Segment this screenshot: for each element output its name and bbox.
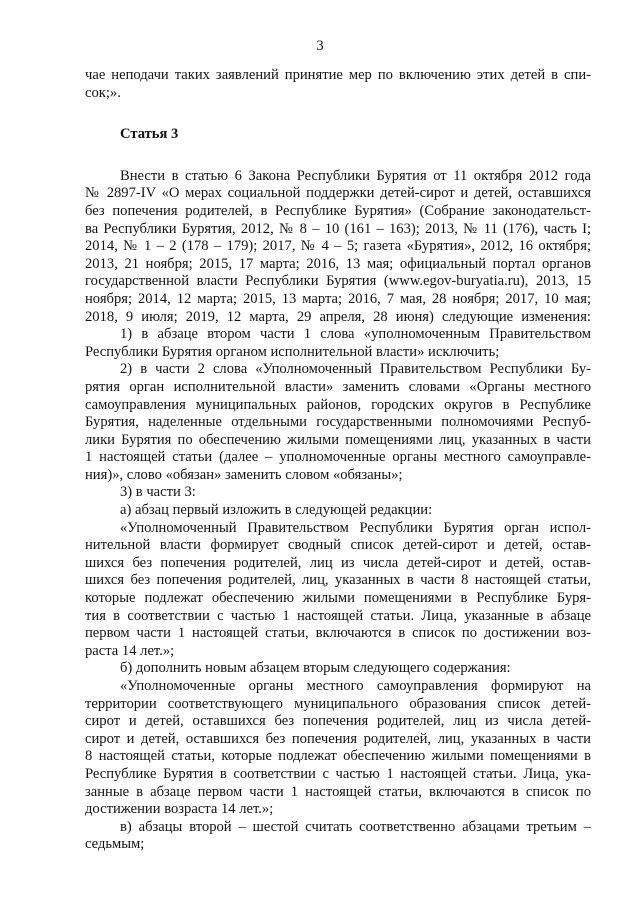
text-line: ния)», слово «обязан» заменить словом «обязаны»; [85,466,403,483]
text-line: 2013, 21 ноября; 2015, 17 марта; 2016, 13 мая; официальный портал органов [85,255,591,272]
text-line: 3) в части 3: [120,484,196,501]
text-line: 2) в части 2 слова «Уполномоченный Правительством Республики Бу- [120,361,591,378]
text-line: б) дополнить новым абзацем вторым следующего содержания: [120,660,511,677]
amendment-item-3a [85,502,591,660]
text-line: седьмым; [85,836,145,853]
text-line: Внести в статью 6 Закона Республики Бурятия от 11 октября 2012 года [120,167,591,184]
amendment-item-1 [85,326,591,361]
text-line: 2018, 9 июля; 2019, 12 марта, 29 апреля, 28 июня) следующие изменения: [85,308,591,325]
text-line: занные в абзаце первом части 1 настоящей статьи, включаются в список по [85,783,591,800]
text-line: 2014, № 1 – 2 (178 – 179); 2017, № 4 – 5; газета «Бурятия», 2012, 16 октября; [85,238,591,255]
text-line: которые подлежат обеспечению жилыми помещениями в Республике Буря- [85,590,591,607]
page-number: 3 [316,38,324,54]
amendment-item-2 [85,361,591,484]
text-line: достижении возраста 14 лет.»; [85,801,274,818]
text-line: «Уполномоченные органы местного самоуправления формируют на [120,678,591,694]
text-line: государственной власти Республики Бурятия (www.egov-buryatia.ru), 2013, 15 [85,273,591,290]
text-line: 8 настоящей статьи, которые подлежат обеспечению жилыми помещениями в [85,748,591,765]
text-line: рятия орган исполнительной власти» заменить словами «Органы местного [85,378,591,395]
text-line: в) абзацы второй – шестой считать соответственно абзацами третьим – [120,818,591,835]
text-line: сирот и детей, оставшихся без попечения родителей, лиц из числа детей- [85,713,591,730]
text-line: Республики Бурятия органом исполнительной власти» исключить; [85,343,500,360]
text-line: ва Республики Бурятия, 2012, № 8 – 10 (161 – 163); 2013, № 11 (176), часть I; [85,220,591,237]
text-line: территории соответствующего муниципального образования список детей- [85,695,591,712]
amendment-item-3c [85,819,591,854]
text-line: без попечения родителей, в Республике Бурятия» (Собрание законодательст- [85,202,591,219]
text-line: тия в соответствии с частью 1 настоящей статьи. Лица, указанные в абзаце [85,607,591,624]
text-line: шихся без попечения родителей, лиц из числа детей-сирот и детей, остав- [85,554,591,571]
text-line: Республике Бурятия в соответствии с частью 1 настоящей статьи. Лица, ука- [85,765,591,782]
article-heading: Статья 3 [120,126,179,143]
article-intro-paragraph [85,168,591,326]
text-line: № 2897-IV «О мерах социальной поддержки детей-сирот и детей, оставшихся [85,185,591,202]
text-line: 1) в абзаце втором части 1 слова «уполномоченным Правительством [120,326,591,343]
amendment-item-3 [85,484,591,502]
document-body [85,67,591,854]
text-line: шихся без попечения родителей, лиц, указанных в части 8 настоящей статьи, [85,572,591,589]
intro-paragraph [85,67,591,102]
text-line: «Уполномоченный Правительством Республики Бурятия орган испол- [120,519,591,536]
text-line: чае неподачи таких заявлений принятие мер по включению этих детей в спи- [85,67,591,83]
text-line: Бурятия, наделенные отдельными государственными полномочиями Респуб- [85,414,591,431]
text-line: самоуправления муниципальных районов, городских округов в Республике [85,396,591,413]
text-line: ноября; 2014, 12 марта; 2015, 13 марта; 2016, 7 мая, 28 ноября; 2017, 10 мая; [85,290,591,307]
text-line: нительной власти формирует сводный список детей-сирот и детей, остав- [85,537,591,554]
text-line: лики Бурятия по обеспечению жилыми помещениями лиц, указанных в части [85,431,591,448]
text-line: раста 14 лет.»; [85,642,175,659]
text-line: 1 настоящей статьи (далее – уполномоченные органы местного самоуправле- [85,449,591,466]
text-line: сирот и детей, оставшихся без попечения родителей, лиц, указанных в части [85,730,591,747]
text-line: первом части 1 настоящей статьи, включаются в список по достижении воз- [85,625,591,642]
amendment-item-3b [85,660,591,818]
text-line: а) абзац первый изложить в следующей редакции: [120,502,433,519]
text-line: сок;». [85,84,121,101]
